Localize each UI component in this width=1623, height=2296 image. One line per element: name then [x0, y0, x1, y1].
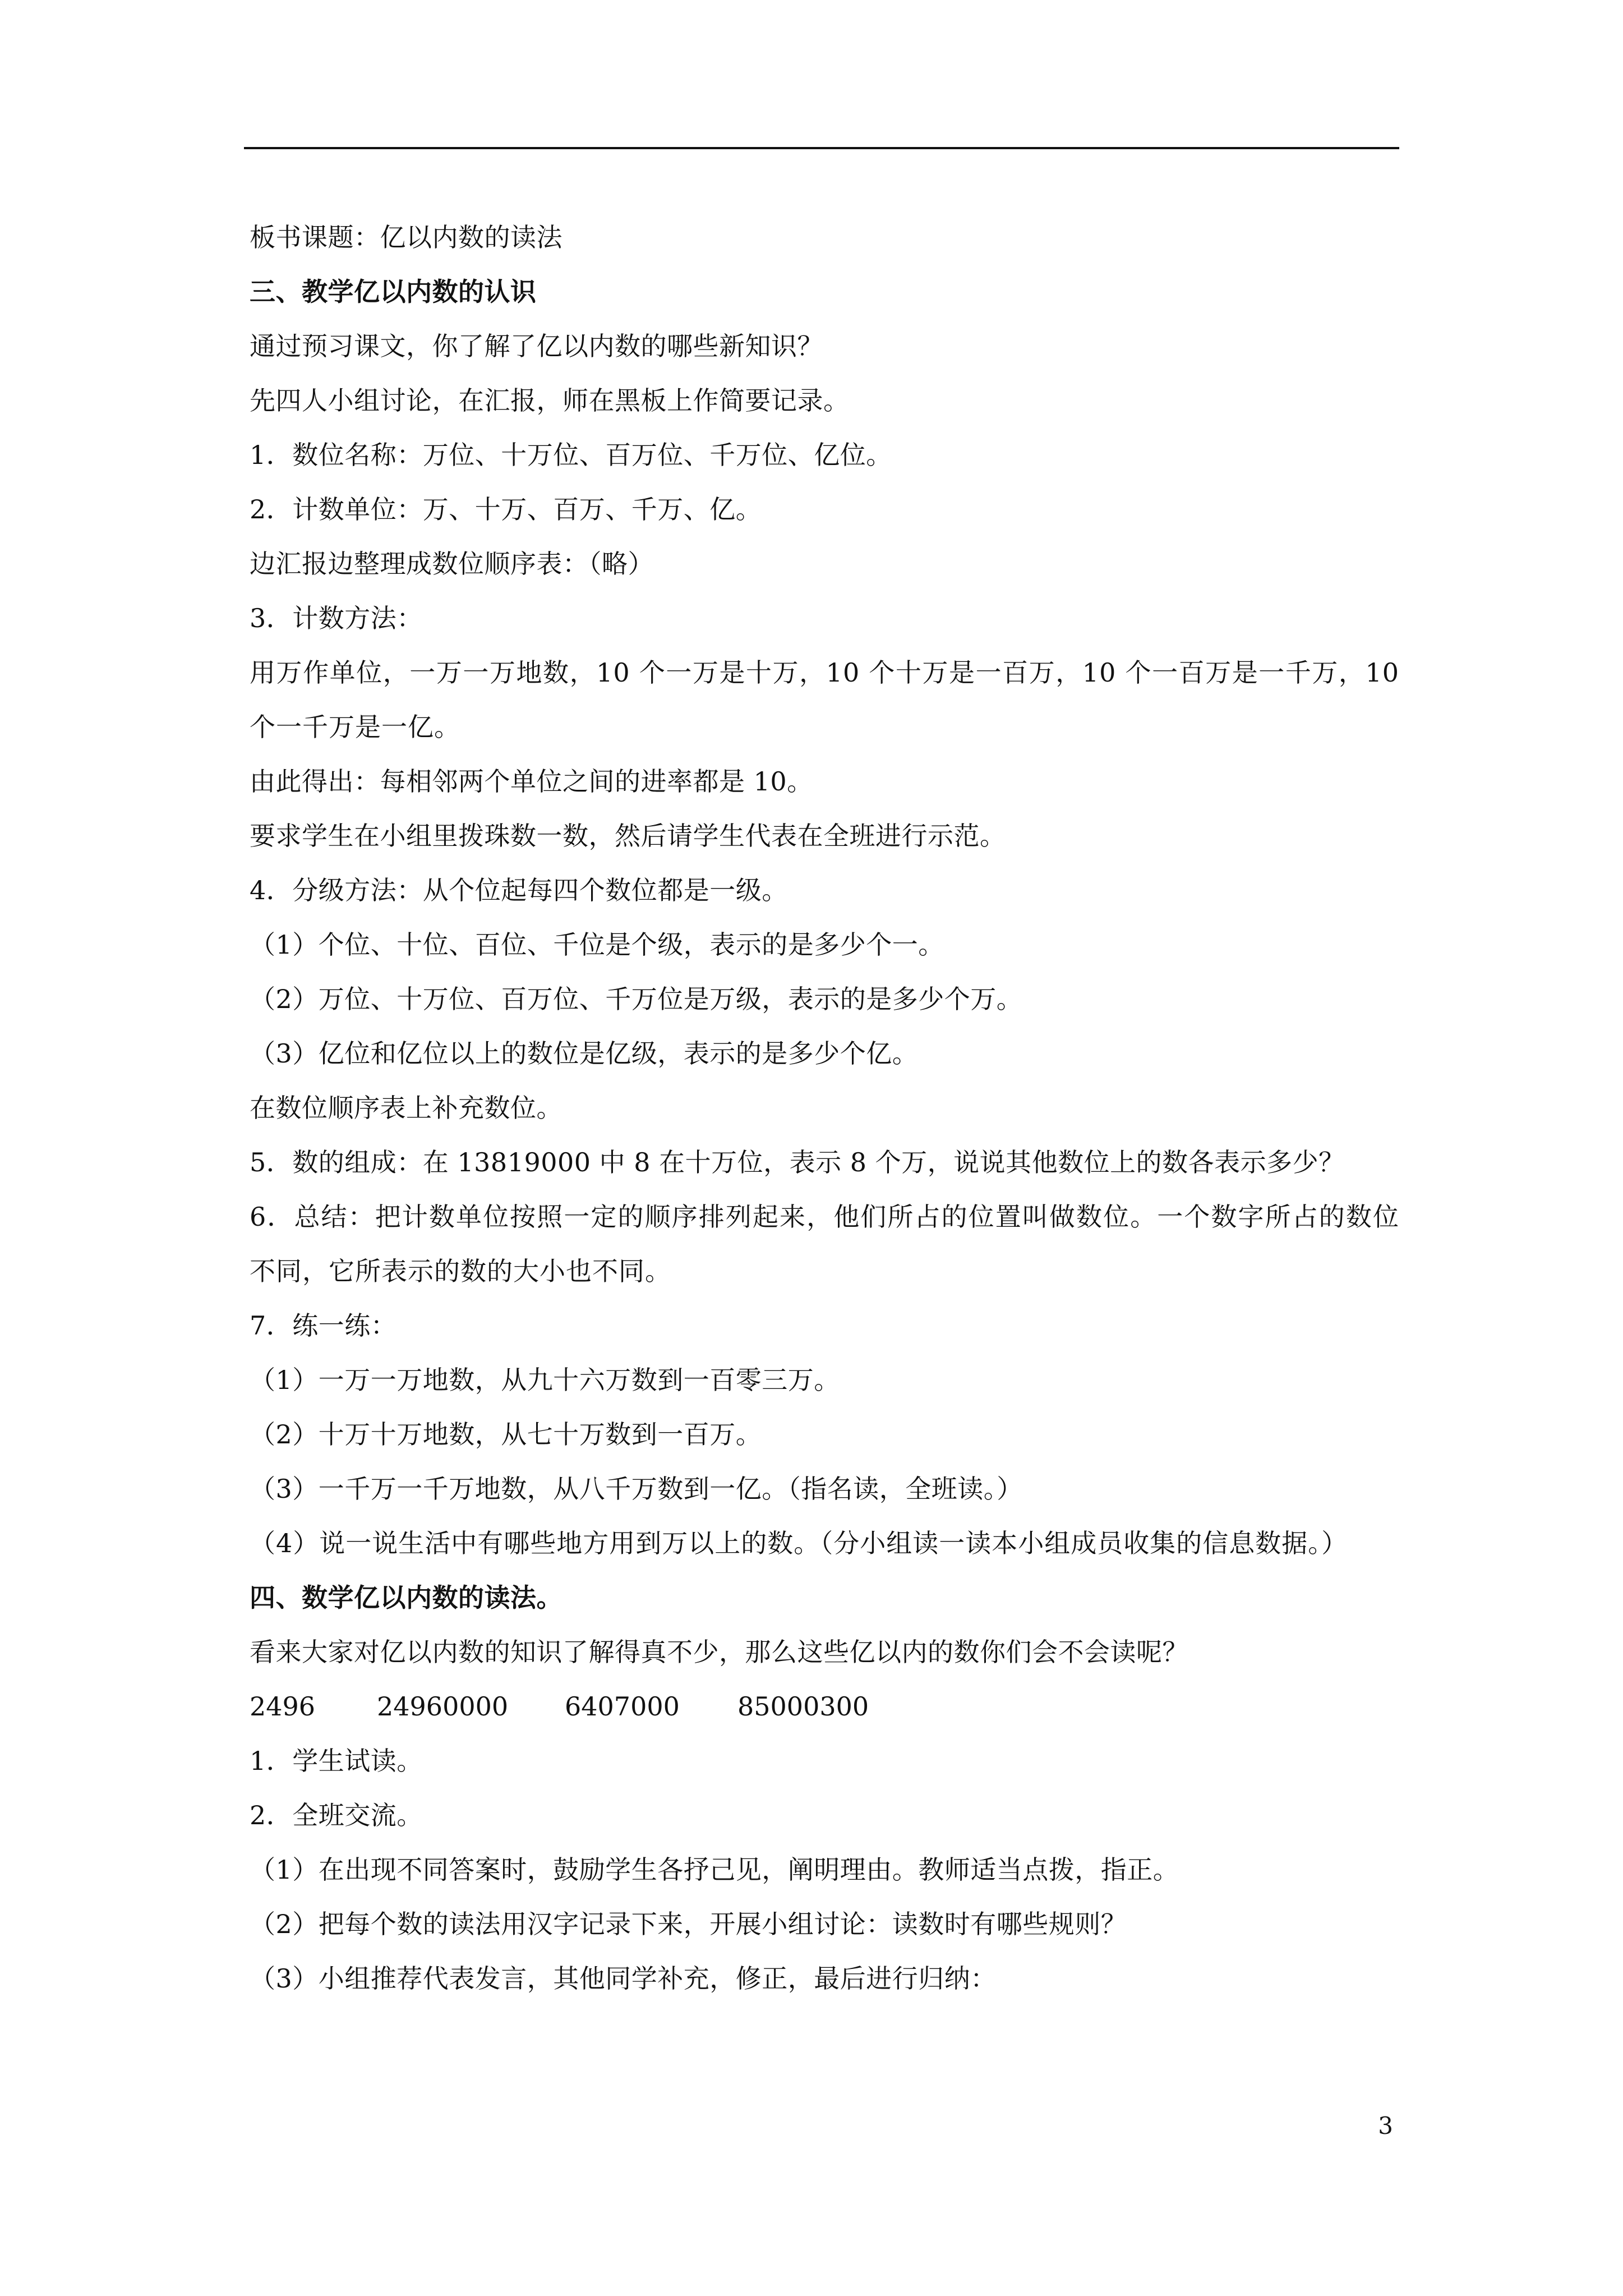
paragraph-line: （3）小组推荐代表发言，其他同学补充，修正，最后进行归纳： — [250, 1963, 997, 1994]
paragraph-wrapped: 6．总结：把计数单位按照一定的顺序排列起来，他们所占的位置叫做数位。一个数字所占的数位不同，它所表示的数的大小也不同。 — [250, 1202, 1399, 1286]
paragraph-line: 5．数的组成：在 13819000 中 8 在十万位，表示 8 个万，说说其他数位上的数各表示多少？ — [250, 1147, 1345, 1177]
number-item: 85000300 — [737, 1691, 869, 1722]
paragraph-line: 由此得出：每相邻两个单位之间的进率都是 10。 — [250, 766, 813, 797]
paragraph-line: 通过预习课文，你了解了亿以内数的哪些新知识？ — [250, 331, 823, 361]
header-rule — [244, 147, 1399, 149]
paragraph-line: 4．分级方法：从个位起每四个数位都是一级。 — [250, 875, 788, 905]
paragraph-line: （2）万位、十万位、百万位、千万位是万级，表示的是多少个万。 — [250, 984, 1023, 1014]
paragraph-line: 在数位顺序表上补充数位。 — [250, 1093, 562, 1123]
number-item: 6407000 — [565, 1691, 680, 1722]
paragraph-line: （3）亿位和亿位以上的数位是亿级，表示的是多少个亿。 — [250, 1038, 919, 1069]
paragraph-wrapped: 用万作单位，一万一万地数，10 个一万是十万，10 个十万是一百万，10 个一百万是一千万，10 个一千万是一亿。 — [250, 657, 1399, 742]
paragraph-line: （2）十万十万地数，从七十万数到一百万。 — [250, 1419, 762, 1450]
paragraph-line: 1．学生试读。 — [250, 1746, 423, 1776]
paragraph-line: 板书课题：亿以内数的读法 — [250, 222, 562, 252]
paragraph-line: 2．全班交流。 — [250, 1800, 423, 1830]
paragraph-line: （1）在出现不同答案时，鼓励学生各抒己见，阐明理由。教师适当点拨，指正。 — [250, 1855, 1179, 1885]
paragraph-line: 7．练一练： — [250, 1310, 397, 1341]
page-number: 3 — [1378, 2112, 1393, 2139]
section-heading: 三、教学亿以内数的认识 — [250, 277, 537, 307]
paragraph-wrapped: （4）说一说生活中有哪些地方用到万以上的数。（分小组读一读本小组成员收集的信息数据。） — [250, 1528, 1348, 1558]
paragraph-line: 看来大家对亿以内数的知识了解得真不少，那么这些亿以内的数你们会不会读呢？ — [250, 1637, 1188, 1667]
paragraph-line: （2）把每个数的读法用汉字记录下来，开展小组讨论：读数时有哪些规则？ — [250, 1909, 1127, 1939]
section-heading: 四、数学亿以内数的读法。 — [250, 1582, 562, 1613]
paragraph-line: （3）一千万一千万地数，从八千万数到一亿。（指名读，全班读。） — [250, 1474, 1023, 1504]
numbers-row — [250, 1680, 1399, 1734]
paragraph-line: 3．计数方法： — [250, 603, 423, 633]
paragraph-line: （1）一万一万地数，从九十六万数到一百零三万。 — [250, 1365, 840, 1395]
paragraph-line: 1．数位名称：万位、十万位、百万位、千万位、亿位。 — [250, 440, 892, 470]
paragraph-line: 先四人小组讨论，在汇报，师在黑板上作简要记录。 — [250, 385, 850, 416]
number-item: 2496 — [250, 1691, 316, 1722]
paragraph-line: 要求学生在小组里拨珠数一数，然后请学生代表在全班进行示范。 — [250, 821, 1006, 851]
paragraph-line: 2．计数单位：万、十万、百万、千万、亿。 — [250, 494, 762, 524]
number-item: 24960000 — [377, 1691, 509, 1722]
paragraph-line: （1）个位、十位、百位、千位是个级，表示的是多少个一。 — [250, 930, 944, 960]
paragraph-line: 边汇报边整理成数位顺序表：（略） — [250, 549, 654, 579]
document-body — [250, 210, 1399, 2006]
